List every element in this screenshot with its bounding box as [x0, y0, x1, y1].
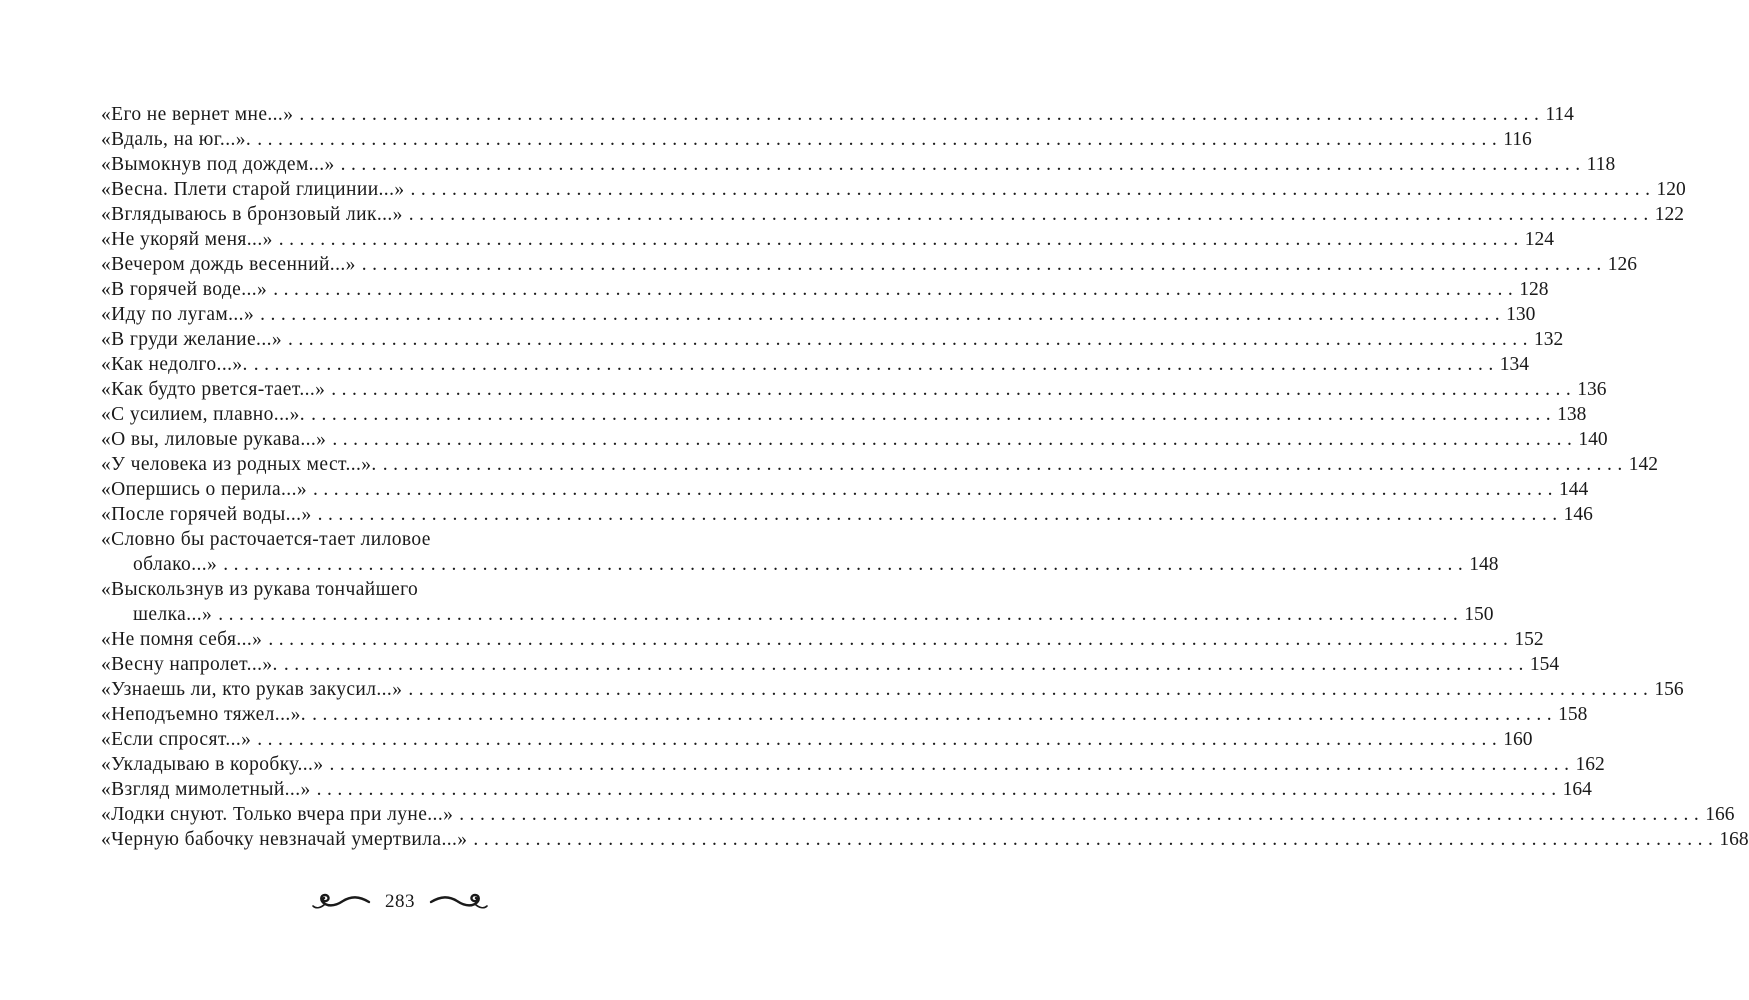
toc-page-number: 158 [1558, 704, 1588, 725]
toc-title: «Весна. Плети старой глицинии...» [101, 179, 405, 200]
toc-title: «О вы, лиловые рукава...» [101, 429, 327, 450]
leader-dots: ........................................................................................................................ [257, 729, 1503, 750]
leader-dots: ........................................................................................................................ [299, 104, 1545, 125]
toc-entry [101, 152, 1616, 177]
toc-title: «Вдаль, на юг...». [101, 129, 252, 150]
toc-title: «У человека из родных мест...». [101, 454, 377, 475]
leader-dots: ........................................................................................................................ [223, 554, 1469, 575]
toc-entry [101, 577, 1494, 627]
toc-title: «В груди желание...» [101, 329, 283, 350]
toc-entry [101, 277, 1549, 302]
toc-page-number: 148 [1469, 554, 1499, 575]
leader-dots: ........................................................................................................................ [340, 154, 1586, 175]
toc-title: «Узнаешь ли, кто рукав закусил...» [101, 679, 403, 700]
leader-dots: ........................................................................................................................ [218, 604, 1464, 625]
leader-dots: ........................................................................................................................ [268, 629, 1514, 650]
leader-dots: ........................................................................................................................ [410, 179, 1656, 200]
toc-entry [101, 827, 1749, 852]
toc-title: «Не укоряй меня...» [101, 229, 273, 250]
leader-dots: ........................................................................................................................ [260, 304, 1506, 325]
toc-page-number: 126 [1607, 254, 1638, 275]
toc-title: «Вымокнув под дождем...» [101, 154, 335, 175]
toc-entry [101, 677, 1684, 702]
toc-page-number: 142 [1628, 454, 1658, 475]
leader-dots: ........................................................................................................................ [329, 754, 1575, 775]
toc-entry [101, 777, 1592, 802]
toc-page-number: 154 [1529, 654, 1560, 675]
leader-dots: ........................................................................................................................ [382, 454, 1628, 475]
toc-title: «Иду по лугам...» [101, 304, 255, 325]
toc-page-number: 128 [1519, 279, 1549, 300]
toc-page-number: 138 [1557, 404, 1587, 425]
leader-dots: ........................................................................................................................ [253, 354, 1499, 375]
toc-page-number: 156 [1654, 679, 1684, 700]
toc-entry [101, 452, 1658, 477]
leader-dots: ........................................................................................................................ [459, 804, 1705, 825]
toc-page-number: 130 [1506, 304, 1536, 325]
toc-page-number: 136 [1577, 379, 1607, 400]
toc-title: «Неподъемно тяжел...». [101, 704, 307, 725]
toc-entry [101, 177, 1686, 202]
leader-dots: ........................................................................................................................ [408, 679, 1654, 700]
leader-dots: ........................................................................................................................ [313, 479, 1559, 500]
table-of-contents [101, 102, 1749, 852]
toc-title: «После горячей воды...» [101, 504, 312, 525]
toc-entry [101, 802, 1735, 827]
toc-page-number: 162 [1575, 754, 1605, 775]
toc-page-number: 152 [1514, 629, 1544, 650]
toc-title-line-2: облако...» [133, 554, 218, 575]
scroll-ornament-right-icon [429, 891, 489, 913]
leader-dots: ........................................................................................................................ [316, 779, 1562, 800]
toc-page-number: 122 [1654, 204, 1685, 225]
toc-page-number: 150 [1464, 604, 1494, 625]
toc-page-number: 124 [1524, 229, 1555, 250]
toc-entry [101, 327, 1564, 352]
toc-entry [101, 352, 1530, 377]
toc-title: «Опершись о перила...» [101, 479, 308, 500]
toc-title: «С усилием, плавно...». [101, 404, 306, 425]
toc-entry [101, 752, 1605, 777]
toc-page-number: 164 [1562, 779, 1592, 800]
toc-entry [101, 302, 1536, 327]
toc-title: «Как недолго...». [101, 354, 248, 375]
leader-dots: ........................................................................................................................ [278, 229, 1524, 250]
leader-dots: ........................................................................................................................ [257, 129, 1503, 150]
toc-page-number: 146 [1563, 504, 1593, 525]
toc-page-number: 160 [1503, 729, 1533, 750]
toc-page-number: 132 [1534, 329, 1564, 350]
toc-title: «Укладываю в коробку...» [101, 754, 324, 775]
leader-dots: ........................................................................................................................ [273, 279, 1519, 300]
toc-entry [101, 402, 1587, 427]
toc-title: «Весну напролет...». [101, 654, 278, 675]
toc-entry [101, 627, 1544, 652]
toc-title: «Вечером дождь весенний...» [101, 254, 356, 275]
toc-page-number: 114 [1545, 104, 1574, 125]
leader-dots: ........................................................................................................................ [283, 654, 1529, 675]
toc-title: «Лодки снуют. Только вчера при луне...» [101, 804, 454, 825]
toc-title: «Если спросят...» [101, 729, 252, 750]
toc-page-number: 116 [1503, 129, 1532, 150]
toc-entry [101, 102, 1574, 127]
toc-title: «Как будто рвется-тает...» [101, 379, 326, 400]
toc-entry [101, 202, 1685, 227]
toc-title-line-1: «Словно бы расточается-тает лиловое [101, 529, 431, 550]
leader-dots: ........................................................................................................................ [312, 704, 1558, 725]
leader-dots: ........................................................................................................................ [332, 429, 1578, 450]
toc-page-number: 168 [1719, 829, 1749, 850]
toc-entry [101, 527, 1499, 577]
toc-title: «Черную бабочку невзначай умертвила...» [101, 829, 468, 850]
toc-title: «Взгляд мимолетный...» [101, 779, 311, 800]
toc-title-line-1: «Выскользнув из рукава тончайшего [101, 579, 419, 600]
toc-entry [101, 377, 1607, 402]
toc-entry [101, 427, 1608, 452]
toc-entry [101, 252, 1638, 277]
leader-dots: ........................................................................................................................ [331, 379, 1577, 400]
leader-dots: ........................................................................................................................ [311, 404, 1557, 425]
leader-dots: ........................................................................................................................ [408, 204, 1654, 225]
toc-page-number: 118 [1586, 154, 1616, 175]
leader-dots: ........................................................................................................................ [361, 254, 1607, 275]
leader-dots: ........................................................................................................................ [473, 829, 1719, 850]
toc-entry [101, 127, 1532, 152]
leader-dots: ........................................................................................................................ [288, 329, 1534, 350]
toc-page-number: 120 [1656, 179, 1686, 200]
scroll-ornament-left-icon [311, 891, 371, 913]
toc-page-number: 144 [1559, 479, 1589, 500]
toc-page-number: 134 [1499, 354, 1530, 375]
toc-title: «Вглядываюсь в бронзовый лик...» [101, 204, 403, 225]
toc-entry [101, 727, 1533, 752]
toc-title: «Не помня себя...» [101, 629, 263, 650]
toc-entry [101, 702, 1588, 727]
toc-entry [101, 502, 1593, 527]
page-number: 283 [385, 891, 415, 912]
page-footer [0, 891, 800, 913]
toc-title: «В горячей воде...» [101, 279, 268, 300]
toc-title: «Его не вернет мне...» [101, 104, 294, 125]
toc-entry [101, 652, 1560, 677]
toc-page-number: 140 [1578, 429, 1608, 450]
toc-title-line-2: шелка...» [133, 604, 213, 625]
toc-entry [101, 227, 1555, 252]
toc-entry [101, 477, 1589, 502]
toc-page-number: 166 [1705, 804, 1735, 825]
leader-dots: ........................................................................................................................ [317, 504, 1563, 525]
